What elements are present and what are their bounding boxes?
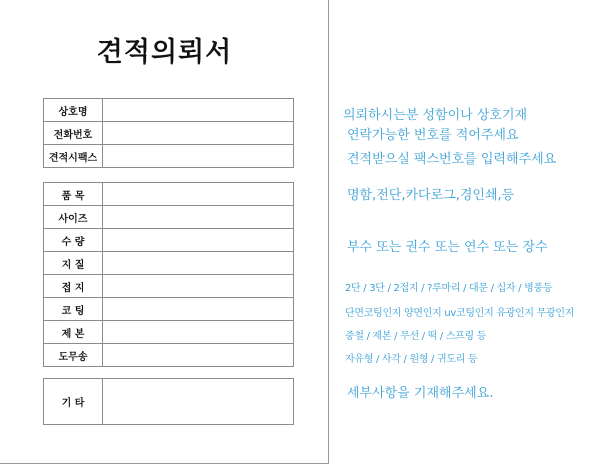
table-row xyxy=(44,206,294,229)
form-title: 견적의뢰서 xyxy=(96,37,233,68)
size-field[interactable] xyxy=(103,206,294,229)
label-quantity: 수 량 xyxy=(44,229,103,252)
table-row xyxy=(44,229,294,252)
table-row xyxy=(44,145,294,168)
fax-field[interactable] xyxy=(103,145,294,168)
hint-fold: 2단 / 3단 / 2접지 / ?루마리 / 대문 / 십자 / 병풍등 xyxy=(345,283,553,294)
table-row xyxy=(44,344,294,367)
quantity-field[interactable] xyxy=(103,229,294,252)
table-row xyxy=(44,379,294,425)
label-fax: 견적시팩스 xyxy=(44,145,103,168)
etc-table xyxy=(43,378,294,425)
hint-diecut: 자유형 / 사각 / 원형 / 귀도리 등 xyxy=(345,354,478,365)
hint-etc: 세부사항을 기재해주세요. xyxy=(347,386,494,401)
diecut-field[interactable] xyxy=(103,344,294,367)
table-row xyxy=(44,321,294,344)
label-etc: 기 타 xyxy=(44,379,103,425)
label-coating: 코 팅 xyxy=(44,298,103,321)
table-row xyxy=(44,99,294,122)
hint-coating: 단면코팅인지 양면인지 uv코팅인지 유광인지 무광인지 xyxy=(345,308,575,319)
label-diecut: 도무송 xyxy=(44,344,103,367)
table-row xyxy=(44,122,294,145)
hint-item: 명함,전단,카다로그,경인쇄,등 xyxy=(347,188,515,203)
label-paper: 지 질 xyxy=(44,252,103,275)
label-binding: 제 본 xyxy=(44,321,103,344)
company-field[interactable] xyxy=(103,99,294,122)
table-row xyxy=(44,298,294,321)
binding-field[interactable] xyxy=(103,321,294,344)
table-row xyxy=(44,183,294,206)
label-item: 품 목 xyxy=(44,183,103,206)
etc-field[interactable] xyxy=(103,379,294,425)
label-phone: 전화번호 xyxy=(44,122,103,145)
hint-phone: 연락가능한 번호를 적어주세요 xyxy=(347,128,519,143)
table-row xyxy=(44,252,294,275)
hint-binding: 중철 / 제본 / 무선 / 떡 / 스프링 등 xyxy=(345,331,487,342)
label-fold: 접 지 xyxy=(44,275,103,298)
phone-field[interactable] xyxy=(103,122,294,145)
contact-table xyxy=(43,98,294,168)
table-row xyxy=(44,275,294,298)
hint-quantity: 부수 또는 권수 또는 연수 또는 장수 xyxy=(347,240,548,255)
label-size: 사이즈 xyxy=(44,206,103,229)
item-field[interactable] xyxy=(103,183,294,206)
hint-fax: 견적받으실 팩스번호를 입력해주세요 xyxy=(347,152,557,167)
hint-company: 의뢰하시는분 성함이나 상호기재 xyxy=(343,108,528,123)
spec-table xyxy=(43,182,294,367)
fold-field[interactable] xyxy=(103,275,294,298)
paper-field[interactable] xyxy=(103,252,294,275)
label-company: 상호명 xyxy=(44,99,103,122)
coating-field[interactable] xyxy=(103,298,294,321)
